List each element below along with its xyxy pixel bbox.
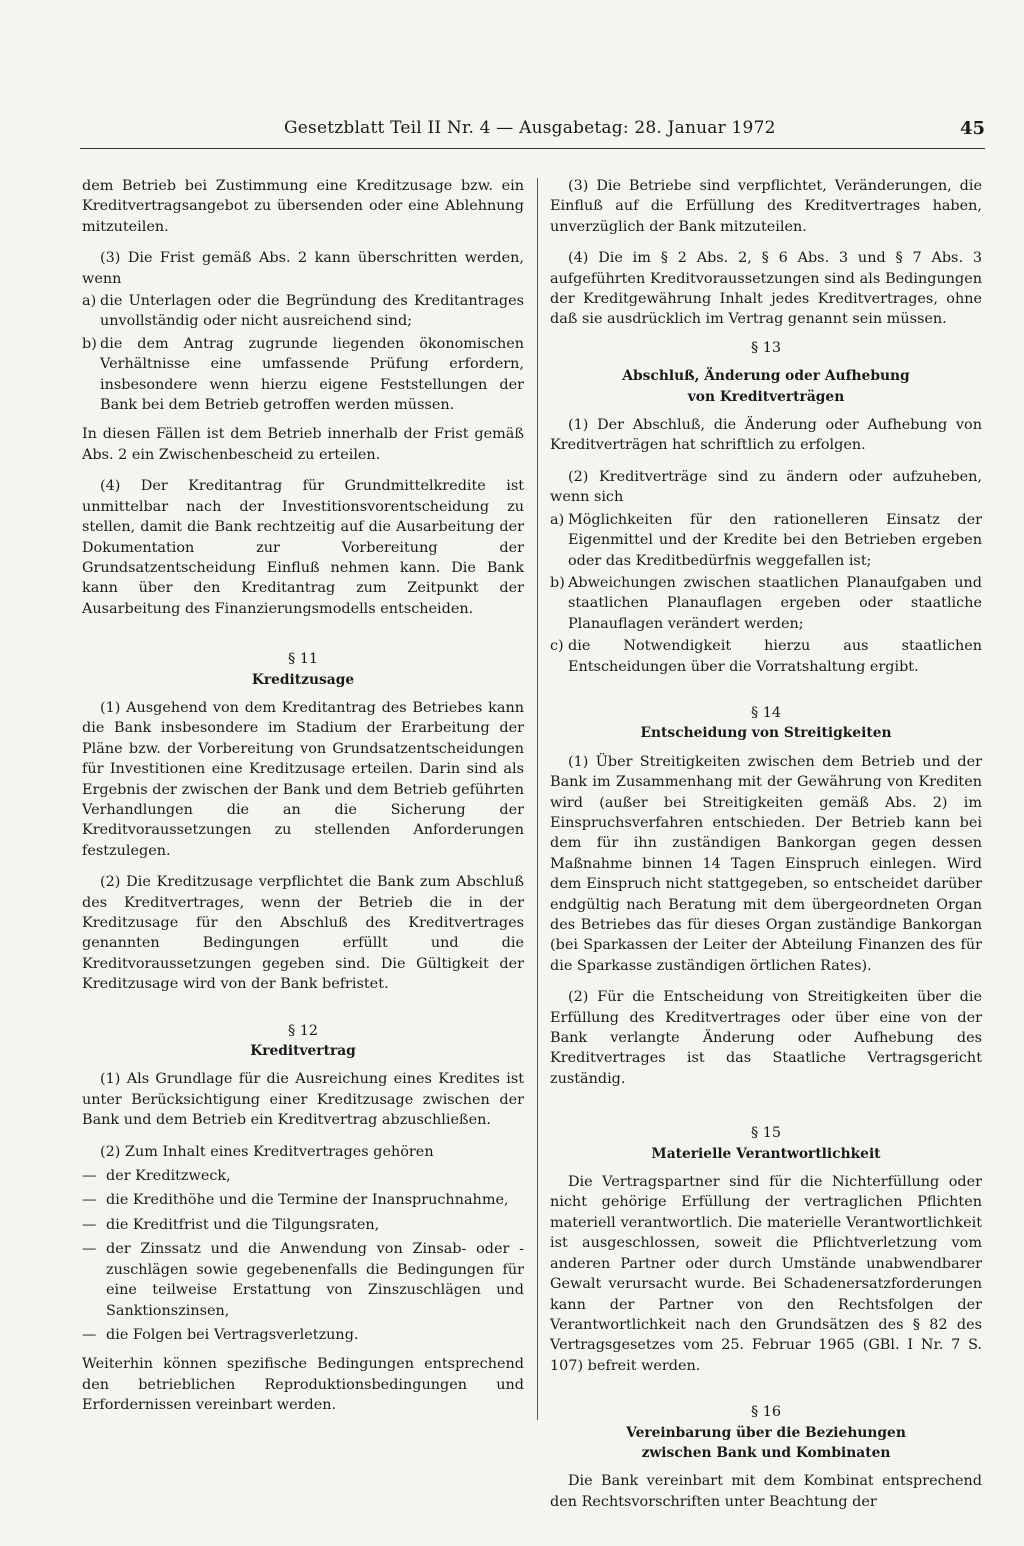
section-title: Entscheidung von Streitigkeiten [640,725,892,742]
section-title: zwischen Bank und Kombinaten [641,1444,891,1461]
section-title: Abschluß, Änderung oder Aufhebung [622,368,910,385]
list-label: b) [550,574,565,591]
list-item [82,334,524,416]
header-title: Gesetzblatt Teil II Nr. 4 — Ausgabetag: 28. Januar 1972 [284,118,776,138]
list-text: die Folgen bei Vertragsverletzung. [106,1326,359,1343]
header-rule [80,148,985,149]
paragraph: Die Bank vereinbart mit dem Kombinat entsprechend den Rechtsvorschriften unter Beachtung der [550,1473,982,1510]
section-number: § 11 [287,651,319,668]
list-text: die dem Antrag zugrunde liegenden ökonomischen Verhältnisse eine umfassende Prüfung erfordern, insbesondere wenn hierzu eigene Feststellungen der Bank bei dem Betrieb getroffen werden müssen. [100,335,524,414]
section-number: § 14 [750,704,782,721]
column-divider [537,178,538,1420]
list-item [82,1239,524,1321]
list-text: die Kredithöhe und die Termine der Inanspruchnahme, [106,1192,509,1209]
list-label: — [82,1326,97,1343]
list-text: der Kreditzweck, [106,1168,231,1185]
list-label: a) [550,511,565,528]
paragraph: (2) Zum Inhalt eines Kreditvertrages gehören [100,1143,434,1160]
paragraph: Die Vertragspartner sind für die Nichterfüllung oder nicht gehörige Erfüllung der vertraglichen Pflichten materiell verantwortlich. Die materielle Verantwortlichkeit ist ausgeschlossen, soweit die Pflichtverletzung vom anderen Partner oder durch Umstände unabwendbarer Gewalt verursacht wurde. Bei Schadenersatzforderungen kann der Partner von den Rechtsfolgen der Verantwortlichkeit nach den Grundsätzen des § 82 des Vertragsgesetzes vom 25. Februar 1965 (GBl. I Nr. 7 S. 107) befreit werden. [550,1174,982,1374]
list-item [550,573,982,634]
list-item [82,1215,524,1235]
list-label: a) [82,293,97,310]
list-label: b) [82,335,97,352]
paragraph: (4) Die im § 2 Abs. 2, § 6 Abs. 3 und § 7 Abs. 3 aufgeführten Kreditvoraussetzungen sind als Bedingungen der Kreditgewährung Inhalt jedes Kreditvertrages, ohne daß sie ausdrücklich im Vertrag genannt sein müssen. [550,250,982,328]
section-title: Materielle Verantwortlichkeit [651,1145,881,1162]
paragraph: (2) Die Kreditzusage verpflichtet die Bank zum Abschluß des Kreditvertrages, wenn der Betrieb die in der Kreditzusage für den Abschluß des Kreditvertrages genannten Bedingungen erfüllt und die Kreditvoraussetzungen gegeben sind. Die Gültigkeit der Kreditzusage wird von der Bank befristet. [82,874,524,993]
page-number: 45 [959,118,985,139]
paragraph: (2) Für die Entscheidung von Streitigkeiten über die Erfüllung des Kreditvertrages oder über eine von der Bank verlangte Änderung oder Aufhebung des Kreditvertrages ist das Staatliche Vertragsgericht zuständig. [550,989,982,1087]
section-number: § 16 [750,1404,782,1421]
list-text: Möglichkeiten für den rationelleren Einsatz der Eigenmittel und der Kredite bei den Betrieben ergeben oder das Kreditbedürfnis weggefallen ist; [568,511,982,569]
section-title: Kreditvertrag [250,1043,356,1060]
paragraph: Weiterhin können spezifische Bedingungen entsprechend den betrieblichen Reproduktionsbedingungen und Erfordernissen vereinbart werden. [82,1356,524,1414]
paragraph: (1) Als Grundlage für die Ausreichung eines Kredites ist unter Berücksichtigung einer Kreditzusage zwischen der Bank und dem Betrieb ein Kreditvertrag abzuschließen. [82,1071,524,1129]
paragraph: (1) Der Abschluß, die Änderung oder Aufhebung von Kreditverträgen hat schriftlich zu erfolgen. [550,417,982,454]
page-header [80,118,985,158]
list-text: der Zinssatz und die Anwendung von Zinsab- oder -zuschlägen sowie gegebenenfalls die Bedingungen für eine teilweise Erstattung von Zinszuschlägen und Sanktionszinsen, [106,1241,524,1319]
section-number: § 15 [750,1125,782,1142]
list-item [550,510,982,571]
list-label: — [82,1168,97,1185]
paragraph: In diesen Fällen ist dem Betrieb innerhalb der Frist gemäß Abs. 2 ein Zwischenbescheid zu erteilen. [82,426,524,463]
list-text: die Notwendigkeit hierzu aus staatlichen Entscheidungen über die Vorratshaltung ergibt. [568,638,982,675]
list-text: die Kreditfrist und die Tilgungsraten, [106,1216,380,1233]
list-label: — [82,1241,97,1258]
paragraph: (3) Die Frist gemäß Abs. 2 kann überschritten werden, wenn [82,250,524,287]
section-number: § 13 [750,339,782,356]
paragraph: (4) Der Kreditantrag für Grundmittelkredite ist unmittelbar nach der Investitionsvorentscheidung zu stellen, damit die Bank rechtzeitig auf die Ausarbeitung der Dokumentation zur Vorbereitung der Grundsatzentscheidung Einfluß nehmen kann. Die Bank kann über den Kreditantrag zum Zeitpunkt der Ausarbeitung des Finanzierungsmodells entscheiden. [82,478,524,617]
right-column [550,176,982,1512]
list-item [82,1190,524,1210]
section-title: Kreditzusage [251,671,355,688]
list-item [82,1166,524,1186]
section-title: Vereinbarung über die Beziehungen [626,1424,906,1441]
paragraph: (1) Ausgehend von dem Kreditantrag des Betriebes kann die Bank insbesondere im Stadium der Erarbeitung der Pläne bzw. der Vorbereitung von Grundsatzentscheidungen für Investitionen eine Kreditzusage erteilen. Darin sind als Ergebnis der zwischen der Bank und dem Betrieb geführten Verhandlungen die an die Sicherung der Kreditvoraussetzungen zu stellenden Anforderungen festzulegen. [82,699,524,859]
list-label: — [82,1192,97,1209]
list-item [82,291,524,332]
paragraph: (2) Kreditverträge sind zu ändern oder aufzuheben, wenn sich [550,468,982,506]
list-text: Abweichungen zwischen staatlichen Planaufgaben und staatlichen Planauflagen ergeben oder staatliche Planauflagen verändert werden; [568,574,982,632]
list-item [82,1325,524,1345]
list-label: — [82,1216,97,1233]
paragraph: (3) Die Betriebe sind verpflichtet, Veränderungen, die Einfluß auf die Erfüllung des Kreditvertrages haben, unverzüglich der Bank mitzuteilen. [550,178,982,235]
list-text: die Unterlagen oder die Begründung des Kreditantrages unvollständig oder nicht ausreichend sind; [100,293,524,330]
paragraph: dem Betrieb bei Zustimmung eine Kreditzusage bzw. ein Kreditvertragsangebot zu übersenden oder eine Ablehnung mitzuteilen. [82,178,524,235]
section-title: von Kreditverträgen [687,388,845,405]
section-number: § 12 [287,1022,319,1039]
list-label: c) [550,638,564,655]
left-column [82,176,524,1416]
list-item [550,636,982,677]
paragraph: (1) Über Streitigkeiten zwischen dem Betrieb und der Bank im Zusammenhang mit der Gewährung von Krediten wird (außer bei Streitigkeiten gemäß Abs. 2) im Einspruchsverfahren entschieden. Der Betrieb kann bei dem für ihn zuständigen Bankorgan gegen dessen Maßnahme binnen 14 Tagen Einspruch einlegen. Wird dem Einspruch nicht stattgegeben, so entscheidet darüber endgültig nach Beratung mit dem übergeordneten Organ des Betriebes das für dieses Organ zuständige Bankorgan (bei Sparkassen der Leiter der Abteilung Finanzen des für die Sparkasse zuständigen örtlichen Rates). [550,753,982,974]
